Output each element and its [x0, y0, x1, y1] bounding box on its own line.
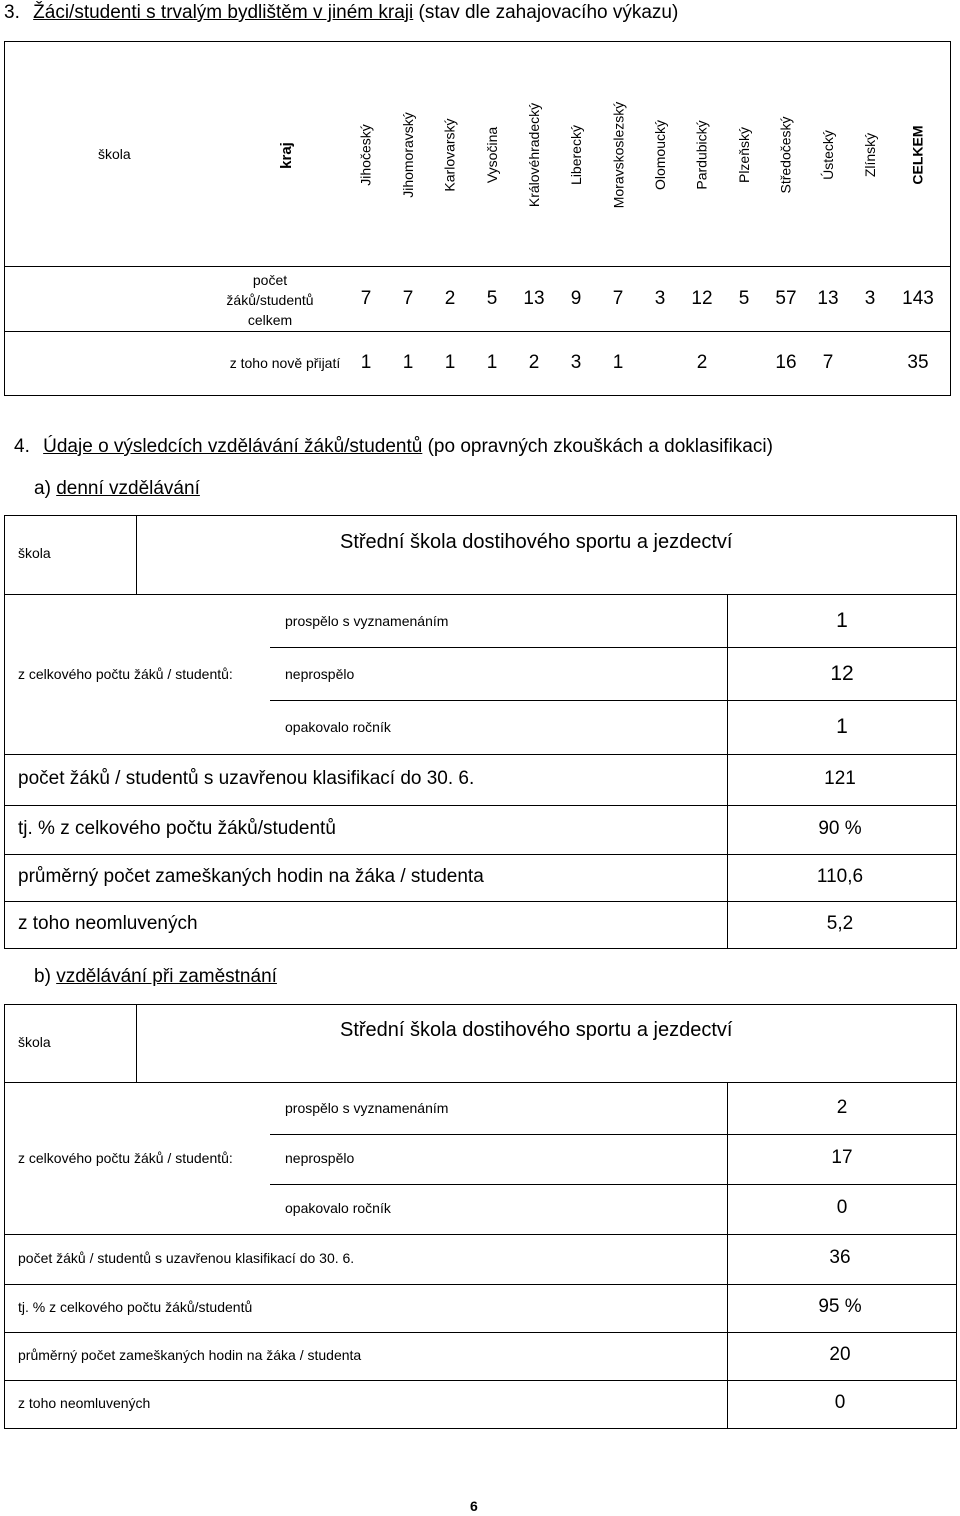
row1-value: 2	[444, 288, 456, 309]
row2-value: 16	[775, 352, 797, 373]
table-b-z-celkoveho: z celkového počtu žáků / studentů:	[18, 1150, 233, 1166]
row1-value: 9	[570, 288, 582, 309]
region-table-kraj-header: kraj	[277, 141, 295, 169]
table-a-school-name: Střední škola dostihového sportu a jezdectví	[340, 531, 733, 553]
table-b-neprospelo-label: neprospělo	[285, 1150, 355, 1166]
section4-title-suffix: (po opravných zkouškách a doklasifikaci)	[427, 436, 773, 457]
table-b-neprospelo-value: 17	[831, 1147, 853, 1168]
row1-value: 7	[360, 288, 372, 309]
region-header: Jihomoravský	[400, 112, 416, 198]
row2-value: 1	[402, 352, 414, 373]
region-header: Vysočina	[484, 126, 501, 184]
table-b-opakovalo-label: opakovalo ročník	[285, 1200, 391, 1216]
row2-value: 35	[907, 352, 929, 373]
table-a-prospelo-label: prospělo s vyznamenáním	[285, 613, 449, 629]
row1-value: 13	[523, 288, 545, 309]
table-a-neomluv-value: 5,2	[826, 913, 854, 934]
region-header: CELKEM	[910, 125, 926, 185]
row2-value: 7	[822, 352, 834, 373]
region-header: Středočeský	[778, 116, 795, 194]
table-b-prumer-value: 20	[829, 1344, 851, 1365]
row1-value: 13	[817, 288, 839, 309]
table-b-skola-label: škola	[18, 1034, 51, 1050]
row2-value: 3	[570, 352, 582, 373]
row1-value: 143	[902, 288, 934, 309]
row1-value: 7	[612, 288, 624, 309]
region-header: Královéhradecký	[526, 102, 542, 208]
section4-number: 4.	[14, 436, 30, 457]
row2-value: 1	[444, 352, 456, 373]
row1-value: 5	[486, 288, 498, 309]
table-b-neomluv-value: 0	[834, 1392, 846, 1413]
table-b-uzavrena-label: počet žáků / studentů s uzavřenou klasifikací do 30. 6.	[18, 1250, 355, 1266]
table-a-uzavrena-value: 121	[824, 768, 856, 789]
row2-value: 2	[528, 352, 540, 373]
section3-title-suffix: (stav dle zahajovacího výkazu)	[418, 2, 679, 23]
row1-label: počet žáků/studentů celkem	[226, 272, 314, 328]
row1-value: 3	[864, 288, 876, 309]
part-b-heading: b) vzdělávání při zaměstnání	[34, 966, 277, 987]
table-a-z-celkoveho: z celkového počtu žáků / studentů:	[18, 666, 233, 682]
section4-heading	[14, 436, 773, 458]
table-a-neomluv-label: z toho neomluvených	[18, 913, 198, 934]
table-a-neprospelo-value: 12	[830, 662, 854, 685]
region-header: Liberecký	[568, 125, 585, 185]
page-number: 6	[470, 1498, 478, 1514]
table-b-procent-label: tj. % z celkového počtu žáků/studentů	[18, 1299, 253, 1315]
region-header: Olomoucký	[652, 119, 668, 191]
region-header: Ústecký	[820, 130, 837, 180]
table-a-procent-value: 90 %	[818, 818, 862, 839]
row1-value: 3	[654, 288, 666, 309]
table-b-opakovalo-value: 0	[836, 1197, 848, 1218]
table-b-uzavrena-value: 36	[829, 1247, 851, 1268]
region-header: Moravskoslezský	[610, 101, 626, 209]
section3-title: Žáci/studenti s trvalým bydlištěm v jiném kraji	[33, 2, 414, 23]
region-header: Pardubický	[694, 120, 711, 190]
row2-value: 1	[360, 352, 372, 373]
table-b-school-name: Střední škola dostihového sportu a jezdectví	[340, 1019, 733, 1041]
part-a-heading: a) denní vzdělávání	[34, 478, 200, 499]
table-a-prumer-value: 110,6	[816, 866, 864, 887]
section3-heading	[4, 2, 678, 24]
table-a-skola-label: škola	[18, 545, 51, 561]
table-b-prospelo-label: prospělo s vyznamenáním	[285, 1100, 449, 1116]
table-a-opakovalo-label: opakovalo ročník	[285, 719, 391, 735]
table-a-prospelo-value: 1	[836, 609, 848, 632]
table-a-prumer-label: průměrný počet zameškaných hodin na žáka / studenta	[18, 866, 484, 887]
row1-value: 5	[738, 288, 750, 309]
table-a-neprospelo-label: neprospělo	[285, 666, 355, 682]
row1-value: 57	[775, 288, 797, 309]
table-b-neomluv-label: z toho neomluvených	[18, 1395, 151, 1411]
table-a-opakovalo-value: 1	[836, 715, 848, 738]
table-b-prospelo-value: 2	[836, 1097, 848, 1118]
table-b-procent-value: 95 %	[818, 1296, 862, 1317]
region-header: Zlínský	[862, 132, 878, 178]
part-b-heading-text: vzdělávání při zaměstnání	[56, 966, 277, 987]
section3-number: 3.	[4, 2, 20, 23]
region-header: Karlovarský	[442, 118, 459, 192]
row2-label: z toho nově přijatí	[229, 355, 341, 371]
region-header: Plzeňský	[736, 126, 752, 184]
row1-value: 12	[691, 288, 713, 309]
region-table-skola-header: škola	[98, 146, 131, 162]
table-a-uzavrena-label: počet žáků / studentů s uzavřenou klasifikací do 30. 6.	[18, 768, 475, 789]
section4-title: Údaje o výsledcích vzdělávání žáků/studentů	[43, 436, 423, 457]
part-a-heading-text: denní vzdělávání	[56, 478, 200, 499]
row1-value: 7	[402, 288, 414, 309]
row2-value: 1	[612, 352, 624, 373]
table-a-procent-label: tj. % z celkového počtu žáků/studentů	[18, 818, 336, 839]
row2-value: 2	[696, 352, 708, 373]
region-header: Jihočeský	[358, 124, 374, 186]
table-b-prumer-label: průměrný počet zameškaných hodin na žáka / studenta	[18, 1347, 362, 1363]
row2-value: 1	[486, 352, 498, 373]
